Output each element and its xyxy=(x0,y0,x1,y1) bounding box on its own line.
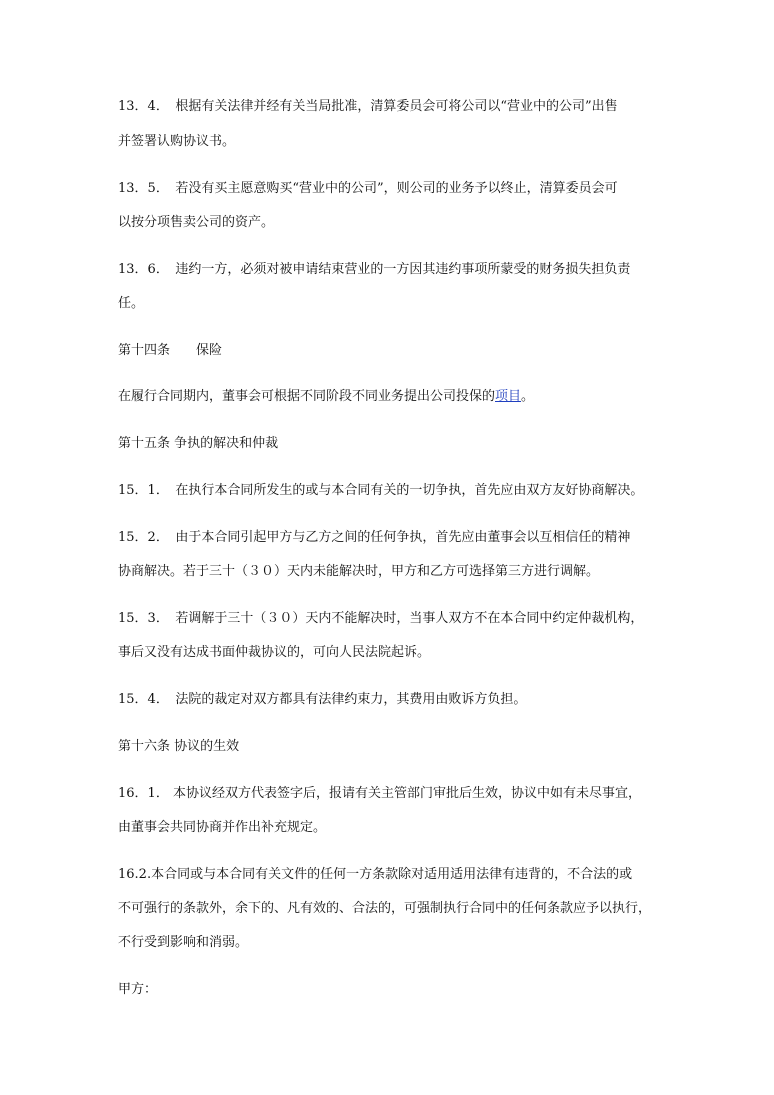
clause-16-1-line-1: 16．1． 本协议经双方代表签字后，报请有关主管部门审批后生效，协议中如有未尽事宜， xyxy=(118,786,641,801)
clause-15-2-line-2: 协商解决。若于三十（３０）天内未能解决时，甲方和乙方可选择第三方进行调解。 xyxy=(118,564,600,579)
article-16-heading: 第十六条 协议的生效 xyxy=(118,739,240,754)
article-14-body xyxy=(118,388,678,406)
clause-13-6-line-1: 13．6． 违约一方，必须对被申请结束营业的一方因其违约事项所蒙受的财务损失担负责 xyxy=(118,262,631,277)
clause-16-2-line-3: 不行受到影响和消弱。 xyxy=(118,935,249,950)
project-link[interactable]: 项目 xyxy=(495,389,522,404)
clause-13-4-line-2: 并签署认购协议书。 xyxy=(118,134,236,149)
clause-13-5-line-1: 13．5． 若没有买主愿意购买“营业中的公司”，则公司的业务予以终止，清算委员会可 xyxy=(118,181,618,196)
clause-16-2-line-2: 不可强行的条款外，余下的、凡有效的、合法的，可强制执行合同中的任何条款应予以执行， xyxy=(118,901,652,916)
clause-16-1-line-2: 由董事会共同协商并作出补充规定。 xyxy=(118,820,327,835)
article-15-heading: 第十五条 争执的解决和仲裁 xyxy=(118,436,279,451)
clause-13-5-line-2: 以按分项售卖公司的资产。 xyxy=(118,215,275,230)
clause-15-1-line-1: 15．1． 在执行本合同所发生的或与本合同有关的一切争执，首先应由双方友好协商解决。 xyxy=(118,483,644,498)
clause-15-3-line-2: 事后又没有达成书面仲裁协议的，可向人民法院起诉。 xyxy=(118,645,431,660)
party-a-label: 甲方： xyxy=(118,982,158,997)
clause-15-3-line-1: 15．3． 若调解于三十（３０）天内不能解决时，当事人双方不在本合同中约定仲裁机构， xyxy=(118,611,644,626)
clause-16-2-line-1: 16.2.本合同或与本合同有关文件的任何一方条款除对适用适用法律有违背的，不合法的或 xyxy=(118,867,633,882)
article-14-heading: 第十四条 保险 xyxy=(118,343,223,358)
clause-13-4-line-1: 13．4． 根据有关法律并经有关当局批准，清算委员会可将公司以“营业中的公司”出售 xyxy=(118,99,618,114)
article-14-body-end: 。 xyxy=(521,389,535,404)
clause-13-6-line-2: 任。 xyxy=(118,296,145,311)
article-14-body-text: 在履行合同期内，董事会可根据不同阶段不同业务提出公司投保的 xyxy=(118,389,496,404)
clause-15-2-line-1: 15．2． 由于本合同引起甲方与乙方之间的任何争执，首先应由董事会以互相信任的精神 xyxy=(118,530,631,545)
clause-15-4-line-1: 15．4． 法院的裁定对双方都具有法律约束力，其费用由败诉方负担。 xyxy=(118,692,527,707)
